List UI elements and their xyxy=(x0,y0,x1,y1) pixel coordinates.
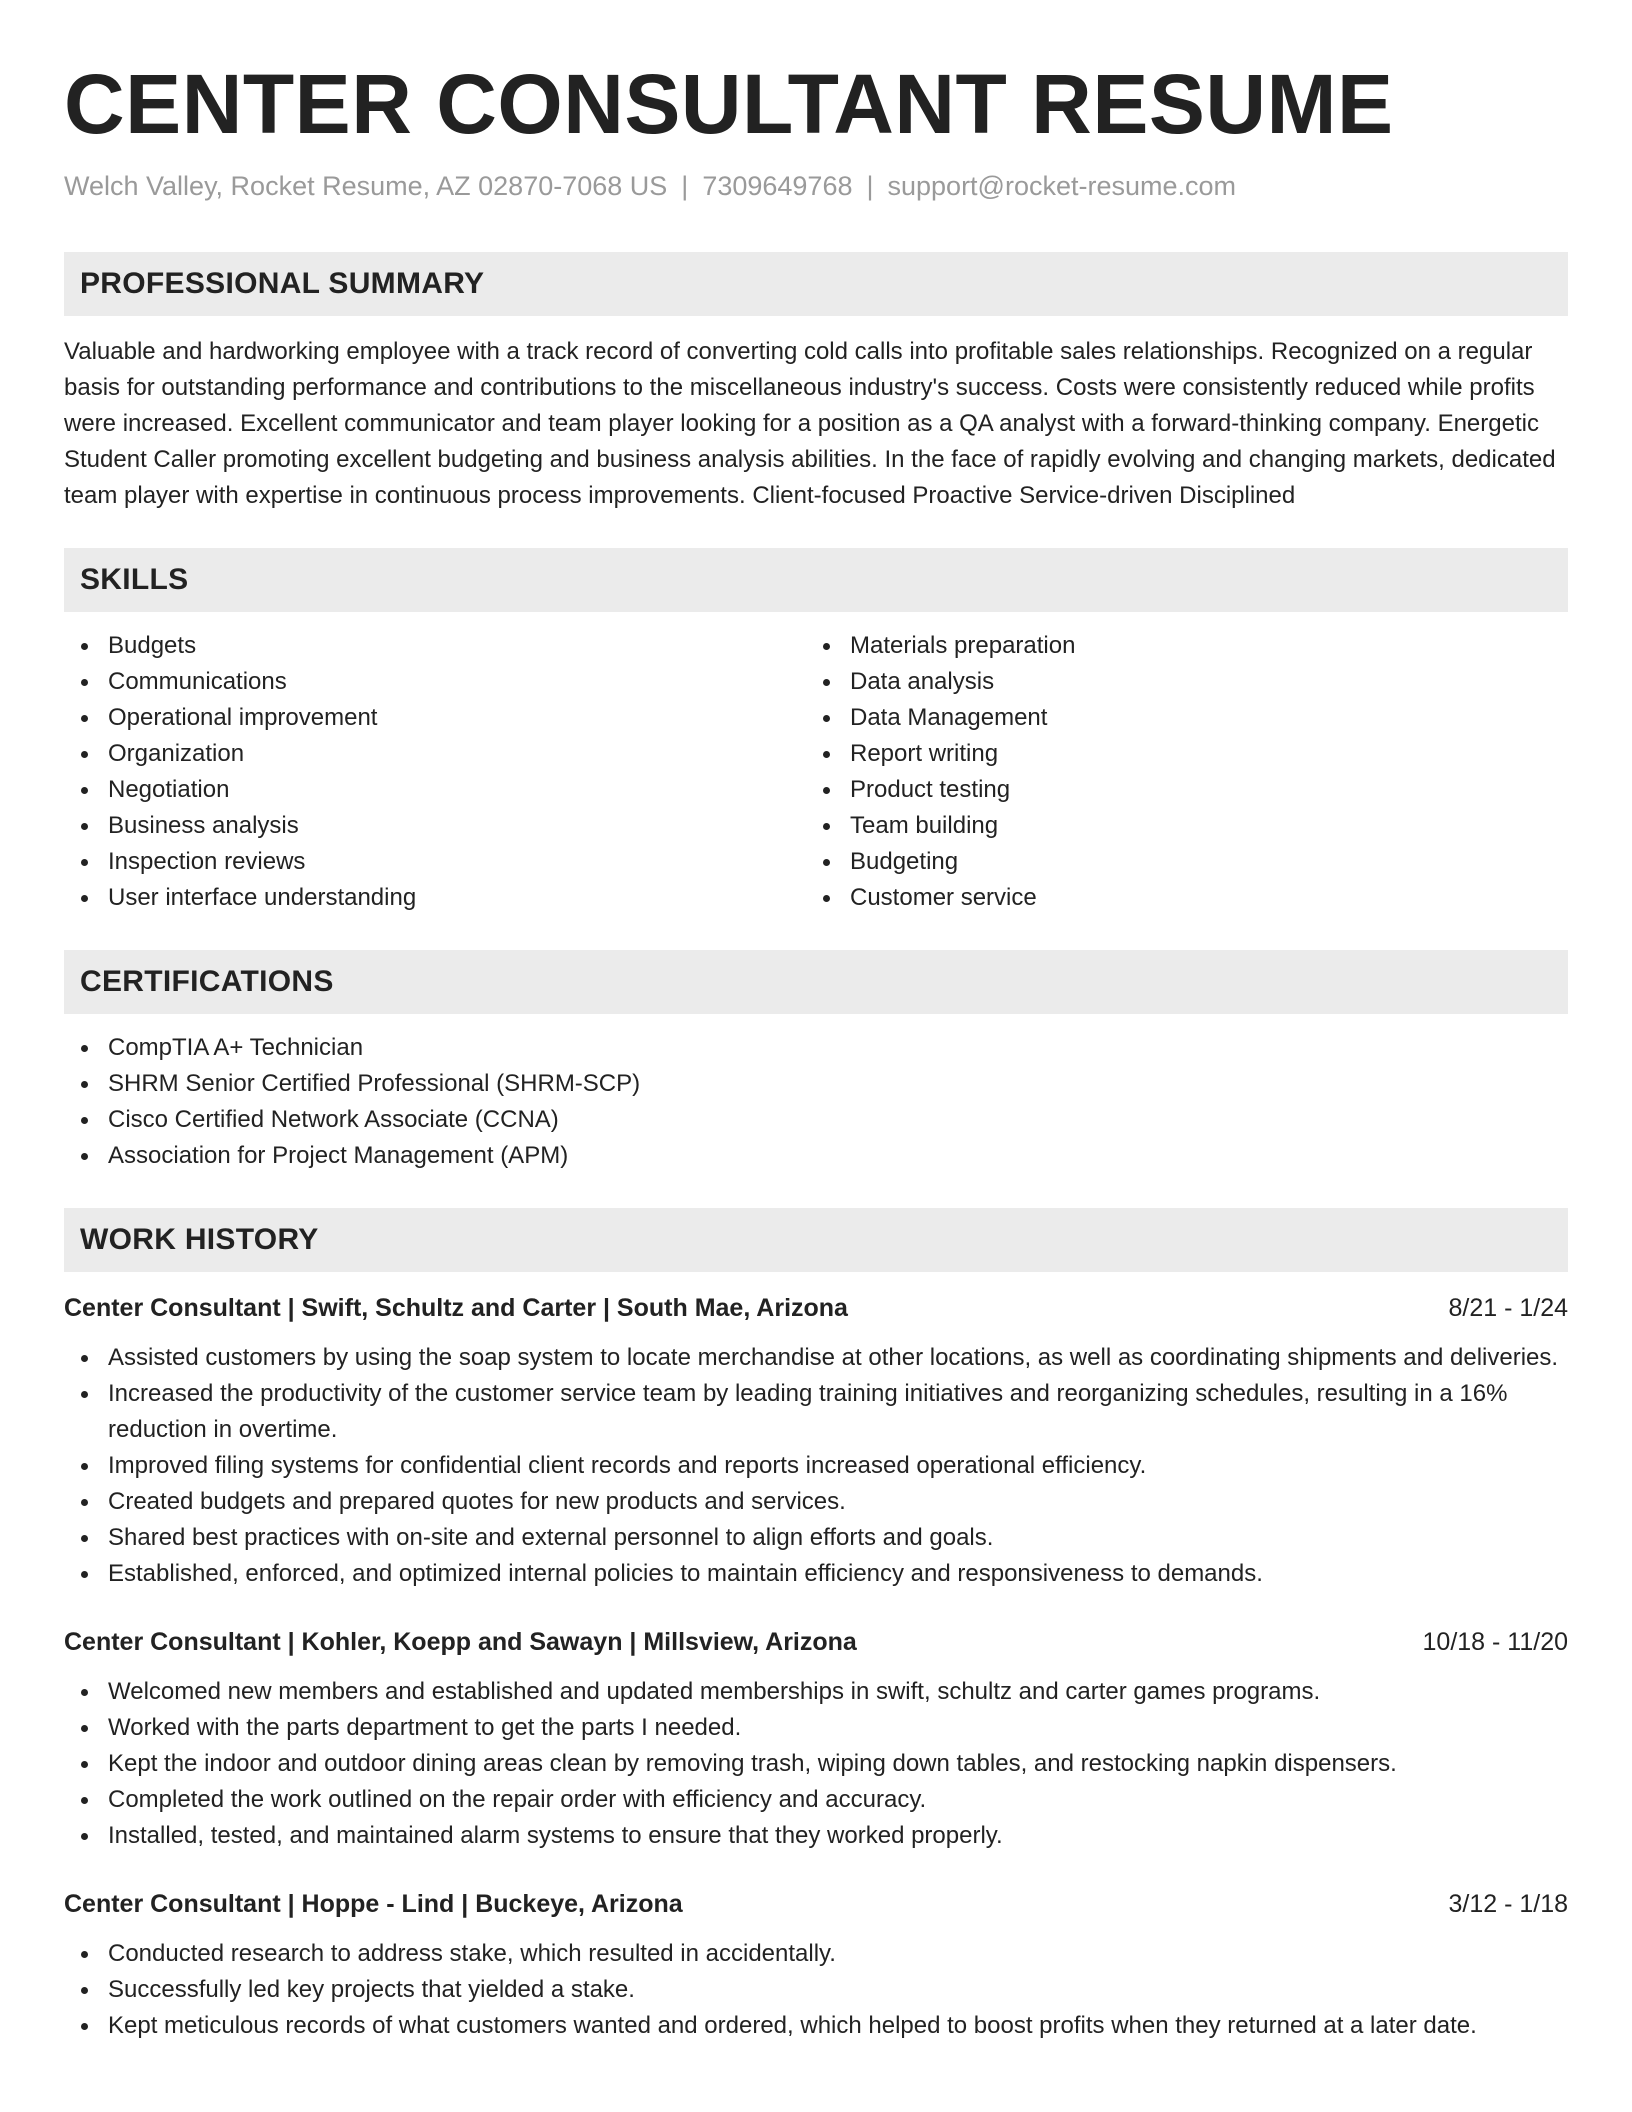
job-title: Center Consultant | Hoppe - Lind | Buckeye, Arizona xyxy=(64,1890,683,1918)
resume-title: CENTER CONSULTANT RESUME xyxy=(64,57,1394,151)
skill-item: Operational improvement xyxy=(64,700,806,736)
job-bullet-list xyxy=(64,1936,1568,2044)
skill-item: Organization xyxy=(64,736,806,772)
job-header xyxy=(64,1886,1568,1922)
contact-phone: 7309649768 xyxy=(702,171,853,201)
skill-item: Customer service xyxy=(806,880,1548,916)
certification-item: CompTIA A+ Technician xyxy=(64,1030,1568,1066)
skill-item: Negotiation xyxy=(64,772,806,808)
certification-item: SHRM Senior Certified Professional (SHRM-SCP) xyxy=(64,1066,1568,1102)
job-title: Center Consultant | Swift, Schultz and Carter | South Mae, Arizona xyxy=(64,1294,848,1322)
job-bullet: Kept the indoor and outdoor dining areas clean by removing trash, wiping down tables, and restocking napkin dispensers. xyxy=(64,1746,1568,1782)
section-heading-certifications: CERTIFICATIONS xyxy=(64,950,1568,1014)
job-bullet: Installed, tested, and maintained alarm systems to ensure that they worked properly. xyxy=(64,1818,1568,1854)
skill-item: Budgets xyxy=(64,628,806,664)
skill-item: Report writing xyxy=(806,736,1548,772)
job-bullet: Kept meticulous records of what customers wanted and ordered, which helped to boost profits when they returned at a later date. xyxy=(64,2008,1568,2044)
skill-item: Inspection reviews xyxy=(64,844,806,880)
skill-item: Product testing xyxy=(806,772,1548,808)
job-bullet: Established, enforced, and optimized internal policies to maintain efficiency and responsiveness to demands. xyxy=(64,1556,1568,1592)
job-bullet: Assisted customers by using the soap system to locate merchandise at other locations, as well as coordinating shipments and deliveries. xyxy=(64,1340,1568,1376)
job-bullet: Worked with the parts department to get the parts I needed. xyxy=(64,1710,1568,1746)
certification-item: Cisco Certified Network Associate (CCNA) xyxy=(64,1102,1568,1138)
contact-line xyxy=(64,168,1568,204)
skill-item: User interface understanding xyxy=(64,880,806,916)
job-dates: 10/18 - 11/20 xyxy=(1422,1628,1568,1656)
certifications-list xyxy=(64,1030,1568,1174)
section-heading-summary: PROFESSIONAL SUMMARY xyxy=(64,252,1568,316)
skills-list-right xyxy=(806,628,1548,916)
job-bullet: Completed the work outlined on the repair order with efficiency and accuracy. xyxy=(64,1782,1568,1818)
job-bullet: Created budgets and prepared quotes for new products and services. xyxy=(64,1484,1568,1520)
summary-text: Valuable and hardworking employee with a track record of converting cold calls into profitable sales relationships. Recognized on a regular basis for outstanding performance and contributions to the miscellaneous industry's success. Costs were consistently reduced while profits were increased. Excellent communicator and team player looking for a position as a QA analyst with a forward-thinking company. Energetic Student Caller promoting excellent budgeting and business analysis abilities. In the face of rapidly evolving and changing markets, dedicated team player with expertise in continuous process improvements. Client-focused Proactive Service-driven Disciplined xyxy=(64,338,1556,509)
skill-item: Team building xyxy=(806,808,1548,844)
skill-item: Materials preparation xyxy=(806,628,1548,664)
contact-separator: | xyxy=(866,171,874,201)
skill-item: Communications xyxy=(64,664,806,700)
job-bullet: Welcomed new members and established and updated memberships in swift, schultz and carter games programs. xyxy=(64,1674,1568,1710)
job-bullet-list xyxy=(64,1340,1568,1592)
certification-item: Association for Project Management (APM) xyxy=(64,1138,1568,1174)
job-bullet: Successfully led key projects that yielded a stake. xyxy=(64,1972,1568,2008)
skill-item: Budgeting xyxy=(806,844,1548,880)
job-header xyxy=(64,1290,1568,1326)
section-heading-skills: SKILLS xyxy=(64,548,1568,612)
job-header xyxy=(64,1624,1568,1660)
skills-list-left xyxy=(64,628,806,916)
contact-email: support@rocket-resume.com xyxy=(887,171,1237,201)
job-bullet: Improved filing systems for confidential client records and reports increased operational efficiency. xyxy=(64,1448,1568,1484)
job-bullet: Increased the productivity of the customer service team by leading training initiatives and reorganizing schedules, resulting in a 16% reduction in overtime. xyxy=(64,1376,1568,1448)
skills-columns xyxy=(64,628,1568,916)
job-title: Center Consultant | Kohler, Koepp and Sawayn | Millsview, Arizona xyxy=(64,1628,857,1656)
section-heading-work-history: WORK HISTORY xyxy=(64,1208,1568,1272)
contact-separator: | xyxy=(681,171,689,201)
job-dates: 8/21 - 1/24 xyxy=(1448,1294,1568,1322)
skill-item: Data analysis xyxy=(806,664,1548,700)
job-bullet-list xyxy=(64,1674,1568,1854)
job-bullet: Conducted research to address stake, which resulted in accidentally. xyxy=(64,1936,1568,1972)
job-dates: 3/12 - 1/18 xyxy=(1448,1890,1568,1918)
skill-item: Data Management xyxy=(806,700,1548,736)
skill-item: Business analysis xyxy=(64,808,806,844)
job-bullet: Shared best practices with on-site and external personnel to align efforts and goals. xyxy=(64,1520,1568,1556)
contact-address: Welch Valley, Rocket Resume, AZ 02870-7068 US xyxy=(64,171,668,201)
